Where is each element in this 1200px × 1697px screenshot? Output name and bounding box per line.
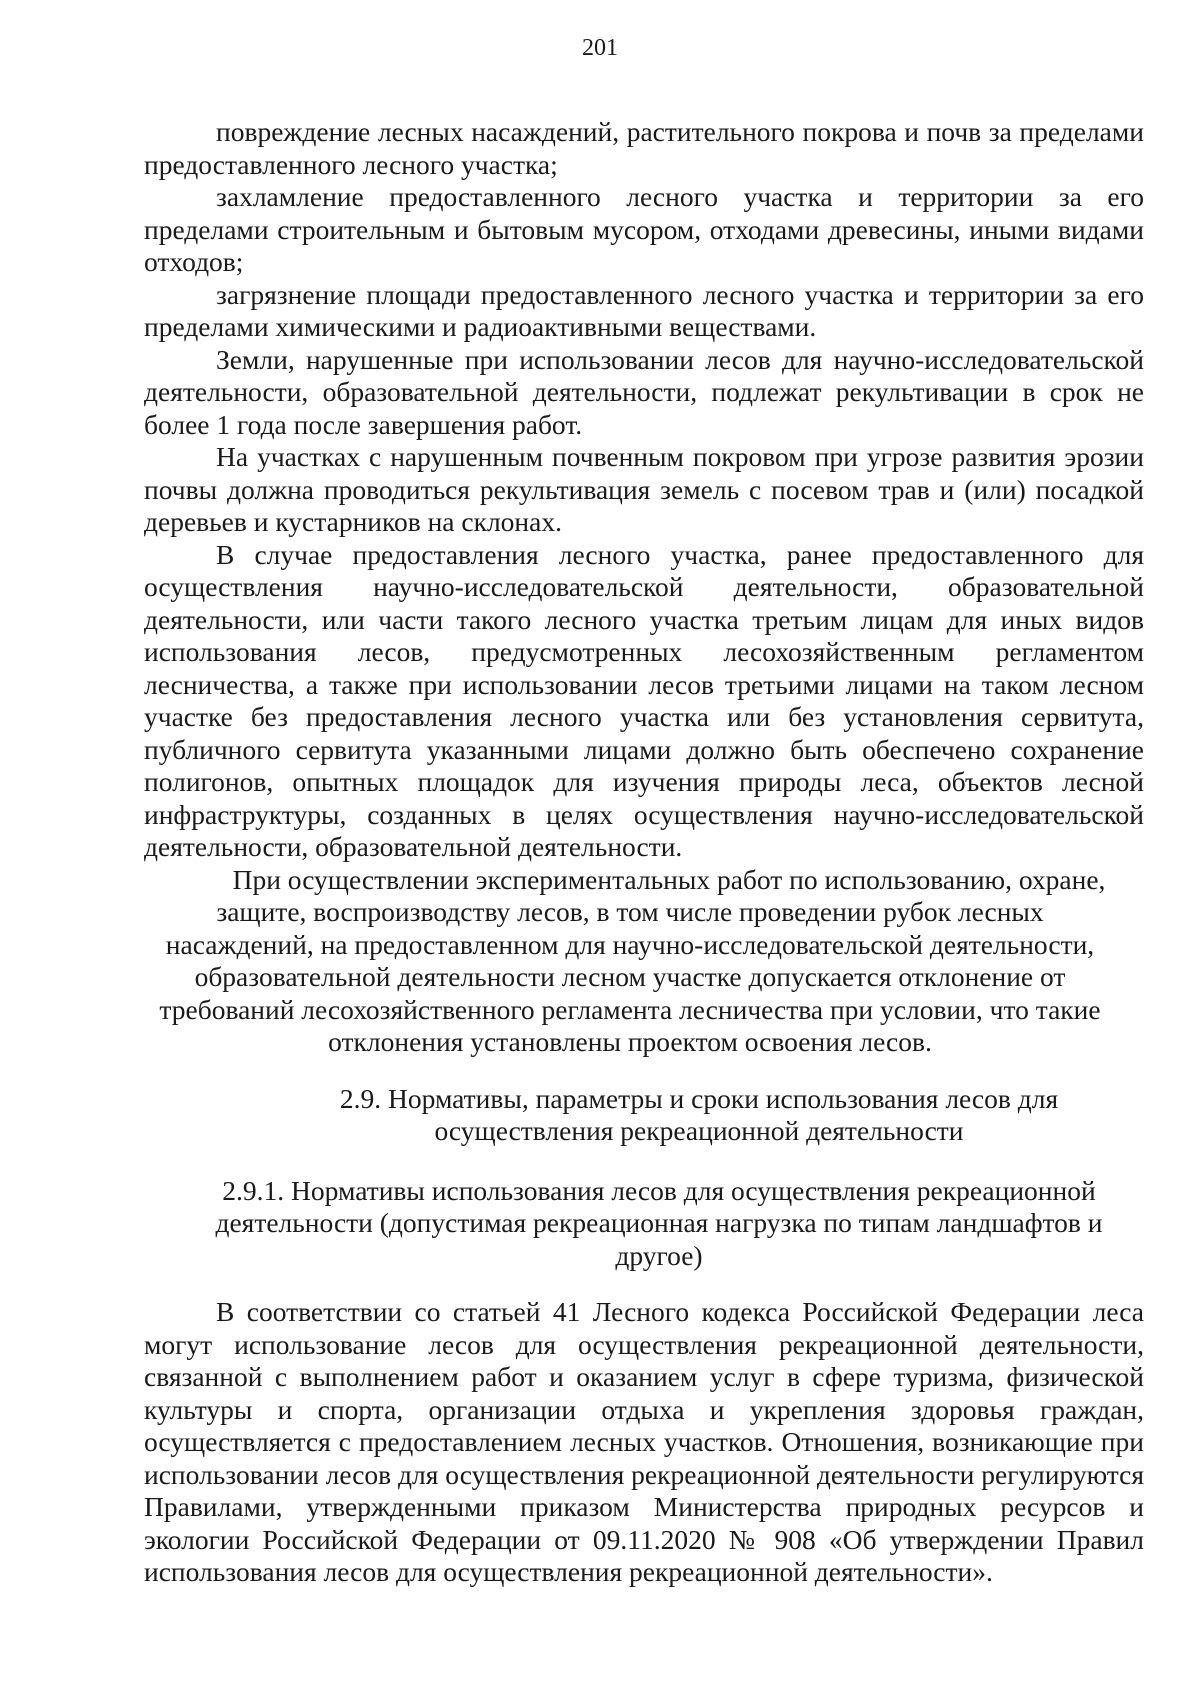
paragraph-recreational-use: В соответствии со статьей 41 Лесного кодекса Российской Федерации леса могут использование лесов для осуществления рекреационной деятельности, связанной с выполнением работ и оказанием услуг в сфере туризма, физической культуры и спорта, организации отдыха и укрепления здоровья граждан, осуществляется с предоставлением лесных участков. Отношения, возникающие при использовании лесов для осуществления рекреационной деятельности регулируются Правилами, утвержденными приказом Министерства природных ресурсов и экологии Российской Федерации от 09.11.2020 № 908 «Об утверждении Правил использования лесов для осуществления рекреационной деятельности». [144,1296,1144,1587]
paragraph-third-parties: В случае предоставления лесного участка, ранее предоставленного для осуществления научно-исследовательской деятельности, образовательной деятельности, или части такого лесного участка третьим лицам для иных видов использования лесов, предусмотренных лесохозяйственным регламентом лесничества, а также при использовании лесов третьими лицами на таком лесном участке без предоставления лесного участка или без установления сервитута, публичного сервитута указанными лицами должно быть обеспечено сохранение полигонов, опытных площадок для изучения природы леса, объектов лесной инфраструктуры, созданных в целях осуществления научно-исследовательской деятельности, образовательной деятельности. [144,538,1144,862]
paragraph-erosion: На участках с нарушенным почвенным покровом при угрозе развития эрозии почвы должна проводиться рекультивация земель с посевом трав и (или) посадкой деревьев и кустарников на склонах. [144,441,1144,537]
paragraph-littering: захламление предоставленного лесного участка и территории за его пределами строительным и бытовым мусором, отходами древесины, иными видами отходов; [144,181,1144,277]
section-heading-2-9-1: 2.9.1. Нормативы использования лесов для осуществления рекреационной деятельности (допустимая рекреационная нагрузка по типам ландшафтов и другое) [215,1174,1103,1271]
paragraph-reclamation-term: Земли, нарушенные при использовании лесов для научно-исследовательской деятельности, образовательной деятельности, подлежат рекультивации в срок не более 1 года после завершения работ. [144,343,1144,440]
paragraph-damage: повреждение лесных насаждений, растительного покрова и почв за пределами предоставленного лесного участка; [144,116,1144,180]
paragraph-experimental-works: При осуществлении экспериментальных работ по использованию, охране, защите, воспроизводству лесов, в том числе проведении рубок лесных насаждений, на предоставленном для научно-исследовательской деятельности, образовательной деятельности лесном участке допускается отклонение от требований лесохозяйственного регламента лесничества при условии, что такие отклонения установлены проектом освоения лесов. [159,863,1106,1057]
section-heading-2-9: 2.9. Нормативы, параметры и сроки использования лесов для осуществления рекреационной деятельности [339,1082,1059,1146]
document-body [144,116,1144,1589]
page-number: 201 [582,35,618,61]
paragraph-pollution: загрязнение площади предоставленного лесного участка и территории за его пределами химическими и радиоактивными веществами. [144,278,1144,342]
